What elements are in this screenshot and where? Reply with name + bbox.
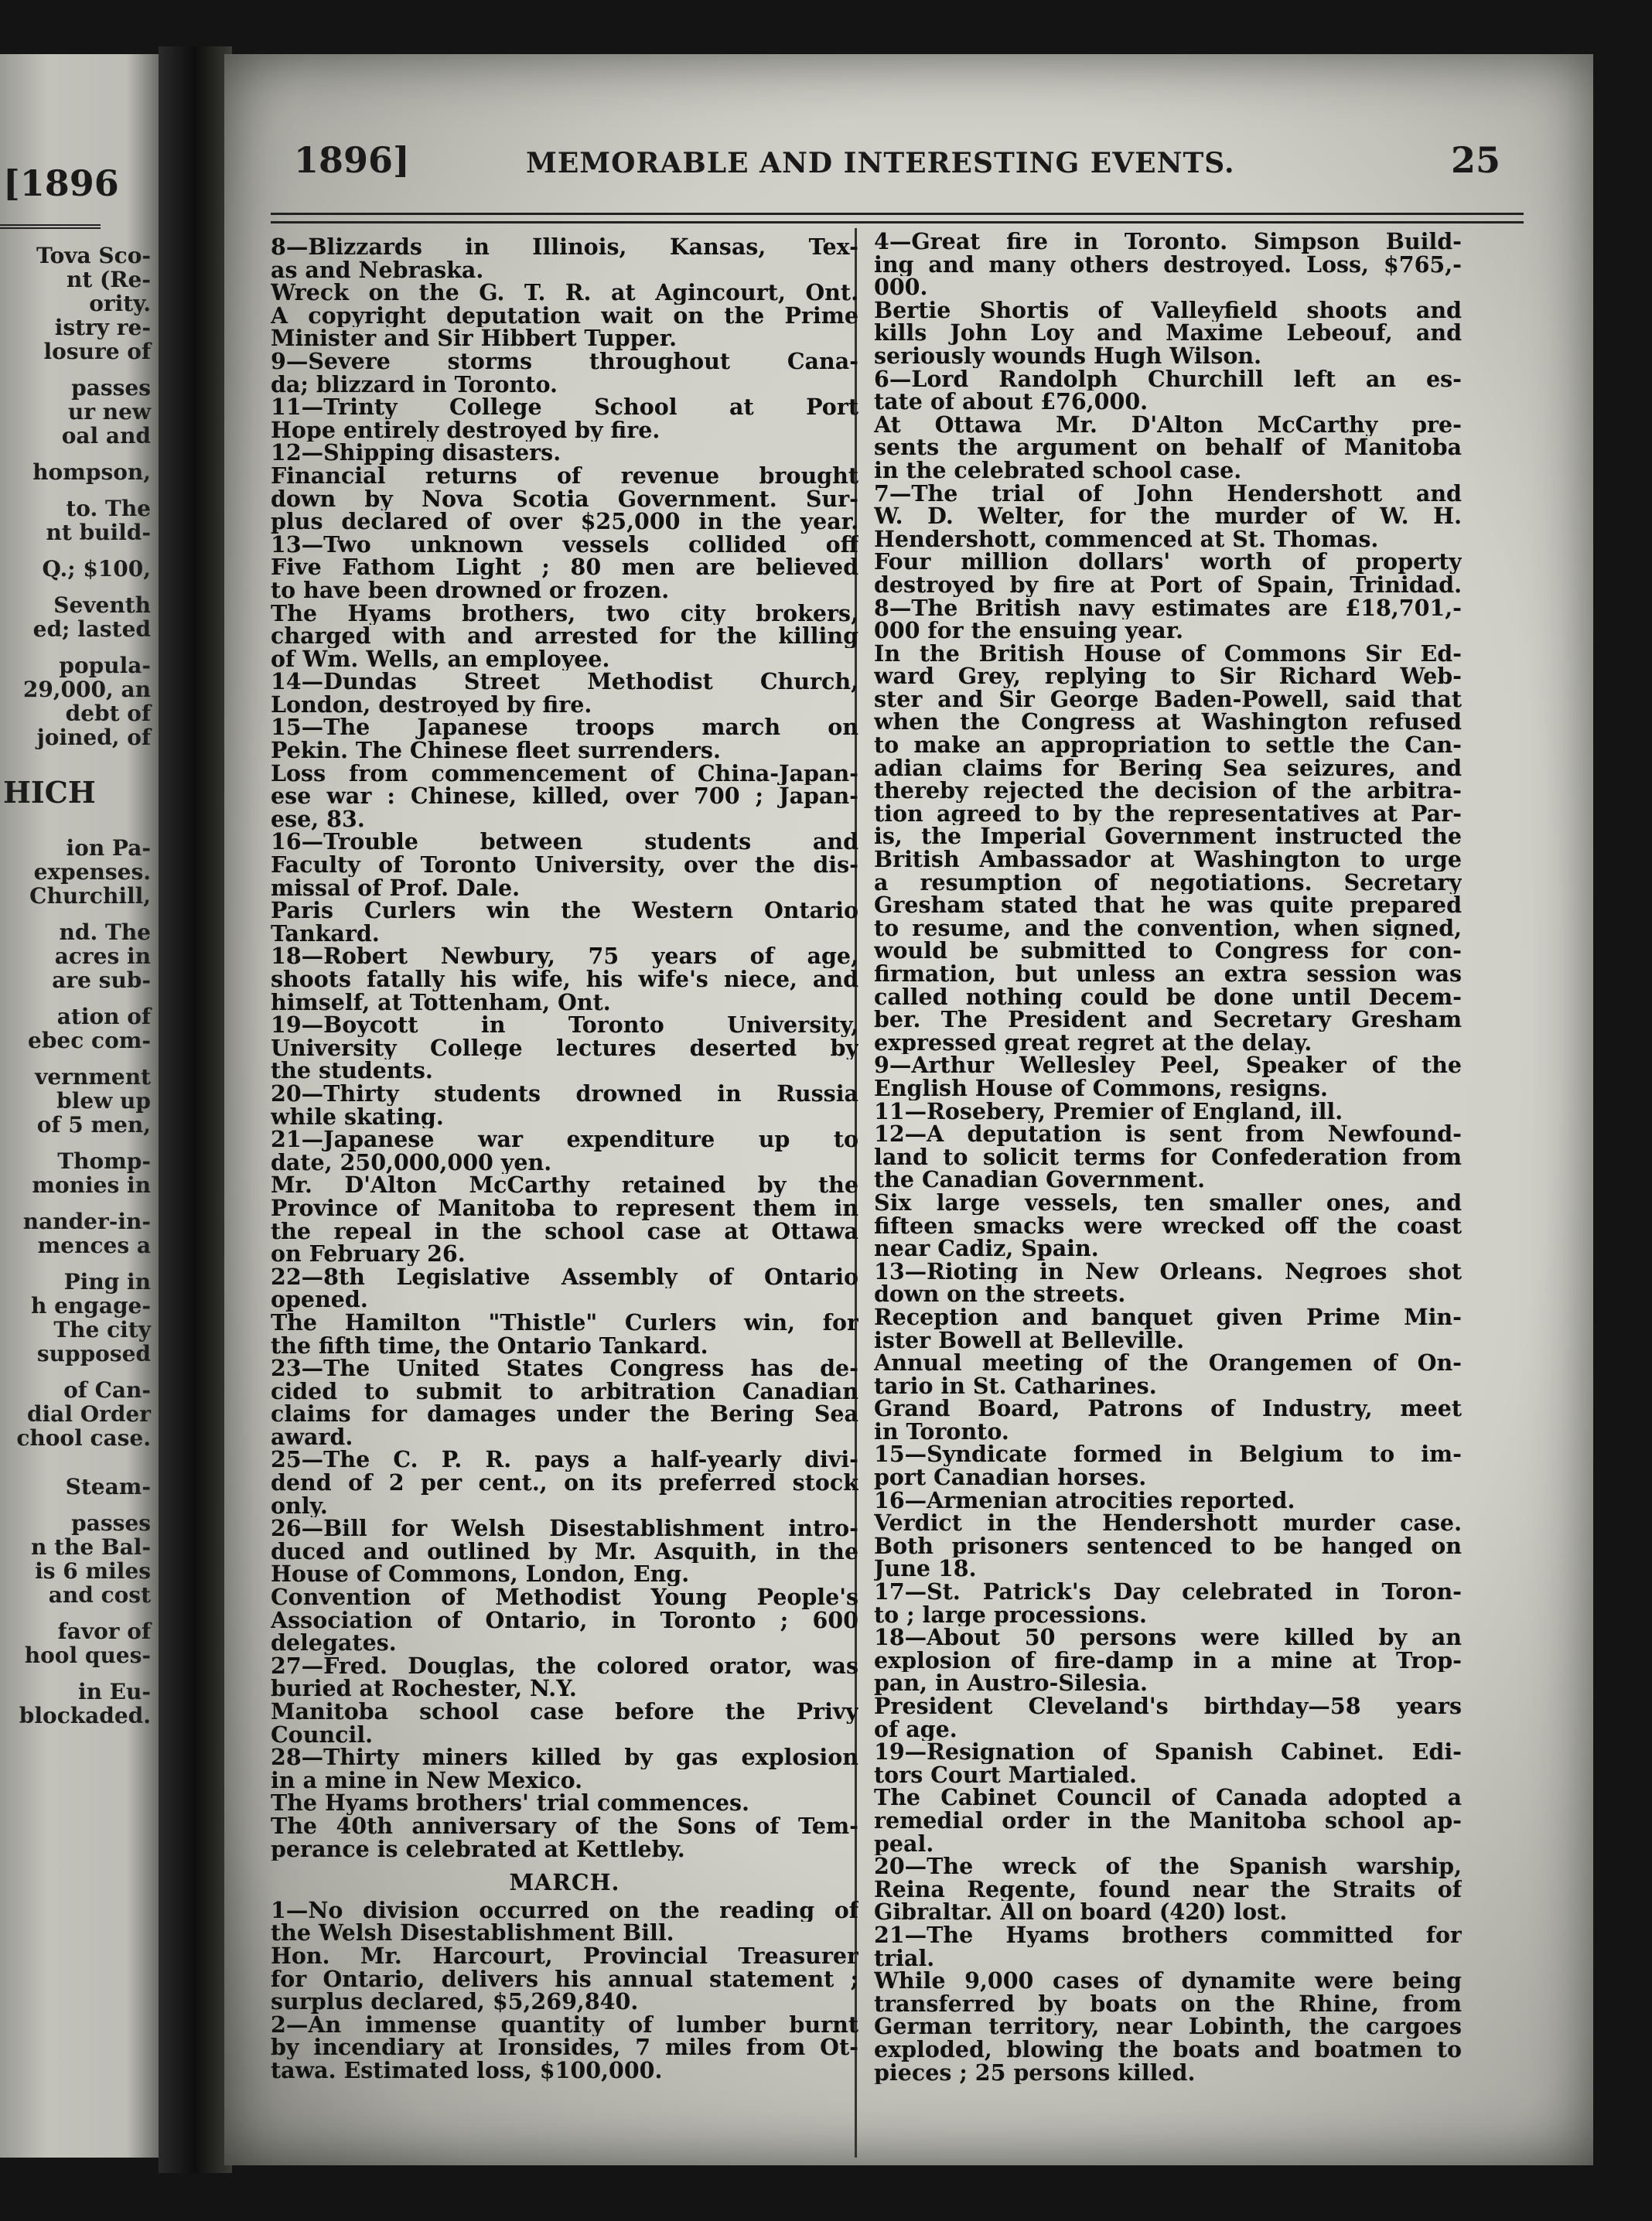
text-line: to ; large processions. xyxy=(874,1603,1147,1627)
previous-page-gap xyxy=(0,762,159,774)
previous-page-gap xyxy=(0,581,159,593)
text-line: Paris Curlers win the Western Ontario xyxy=(271,899,858,923)
text-line: kills John Loy and Maxime Lebeouf, and xyxy=(874,322,1462,345)
previous-page-line: favor of xyxy=(57,1619,151,1643)
text-line: ister Bowell at Belleville. xyxy=(874,1329,1185,1353)
text-line: June 18. xyxy=(874,1557,977,1581)
text-line: Convention of Methodist Young People's xyxy=(271,1586,858,1609)
text-line: ward Grey, replying to Sir Richard Web- xyxy=(874,665,1462,688)
previous-page-text xyxy=(0,244,159,1728)
previous-page-line: are sub- xyxy=(52,968,151,992)
text-line: missal of Prof. Dale. xyxy=(271,876,521,900)
previous-page-line: nd. The xyxy=(59,920,151,944)
text-line: in the celebrated school case. xyxy=(874,459,1242,483)
text-line: fifteen smacks were wrecked off the coast xyxy=(874,1214,1462,1238)
text-line: A copyright deputation wait on the Prime xyxy=(271,304,858,328)
text-line: Pekin. The Chinese fleet surrenders. xyxy=(271,739,721,763)
previous-page-line: hool ques- xyxy=(24,1643,151,1667)
text-line: land to solicit terms for Confederation from xyxy=(874,1145,1462,1169)
text-line: English House of Commons, resigns. xyxy=(874,1076,1328,1100)
previous-page-line: Q.; $100, xyxy=(42,557,151,581)
text-line: 19—Resignation of Spanish Cabinet. Edi- xyxy=(874,1741,1462,1764)
previous-page-line: and cost xyxy=(48,1583,151,1607)
text-line: dend of 2 per cent., on its preferred stock xyxy=(271,1472,858,1495)
running-head xyxy=(294,139,1500,193)
text-line: Financial returns of revenue brought xyxy=(271,464,858,488)
text-line: House of Commons, London, Eng. xyxy=(271,1563,690,1587)
text-line: London, destroyed by fire. xyxy=(271,693,592,717)
text-line: Annual meeting of the Orangemen of On- xyxy=(874,1352,1462,1375)
text-line: Loss from commencement of China-Japan- xyxy=(271,762,858,786)
previous-page-line: Churchill, xyxy=(29,884,151,908)
text-line: the fifth time, the Ontario Tankard. xyxy=(271,1334,708,1358)
previous-page-line: losure of xyxy=(43,339,151,363)
text-line: seriously wounds Hugh Wilson. xyxy=(874,344,1262,368)
text-line: Five Fathom Light ; 80 men are believed xyxy=(271,556,858,579)
month-heading: MARCH. xyxy=(509,1869,620,1896)
text-line: Council. xyxy=(271,1723,374,1747)
previous-page-line: monies in xyxy=(32,1173,151,1197)
text-line: perance is celebrated at Kettleby. xyxy=(271,1837,685,1861)
previous-page-line: vernment xyxy=(35,1065,151,1089)
previous-page-line: nt build- xyxy=(46,520,151,544)
previous-page-line: ebec com- xyxy=(28,1029,151,1053)
previous-page-line: mences a xyxy=(37,1233,151,1257)
text-line: 28—Thirty miners killed by gas explosion xyxy=(271,1746,858,1769)
text-line: by incendiary at Ironsides, 7 miles from Ot- xyxy=(271,2036,858,2059)
text-line: Bertie Shortis of Valleyfield shoots and xyxy=(874,299,1462,322)
text-line: Hon. Mr. Harcourt, Provincial Treasurer xyxy=(271,1944,858,1968)
text-line: date, 250,000,000 yen. xyxy=(271,1151,552,1175)
text-line: tion agreed to by the representatives at Par- xyxy=(874,802,1462,826)
previous-page-line: in Eu- xyxy=(77,1680,151,1704)
previous-page-line: Tova Sco- xyxy=(36,244,151,268)
text-line: of Wm. Wells, an employee. xyxy=(271,647,610,671)
text-line: adian claims for Bering Sea seizures, and xyxy=(874,756,1462,780)
previous-page-line: dial Order xyxy=(26,1402,151,1426)
text-line: 11—Rosebery, Premier of England, ill. xyxy=(874,1100,1343,1124)
previous-page-gap xyxy=(0,811,159,824)
text-line: of age. xyxy=(874,1718,957,1742)
text-line: tawa. Estimated loss, $100,000. xyxy=(271,2059,663,2083)
text-line: surplus declared, $5,269,840. xyxy=(271,1991,639,2014)
previous-page-line: joined, of xyxy=(36,725,151,749)
book-page xyxy=(224,54,1593,2165)
text-line: 6—Lord Randolph Churchill left an es- xyxy=(874,367,1462,391)
text-line: ing and many others destroyed. Loss, $765,- xyxy=(874,253,1462,277)
text-line: 12—A deputation is sent from Newfound- xyxy=(874,1123,1462,1146)
text-line: 8—The British navy estimates are £18,701,- xyxy=(874,596,1462,620)
previous-page-line: is 6 miles xyxy=(35,1559,151,1583)
text-line: award. xyxy=(271,1425,353,1449)
text-line: W. D. Welter, for the murder of W. H. xyxy=(874,505,1462,528)
text-line: 21—Japanese war expenditure up to xyxy=(271,1128,858,1151)
previous-page-line: n the Bal- xyxy=(30,1535,151,1559)
text-line: when the Congress at Washington refused xyxy=(874,711,1462,735)
previous-page-line: of 5 men, xyxy=(36,1113,151,1137)
previous-page-line: The city xyxy=(53,1318,151,1342)
previous-page-gap xyxy=(0,484,159,496)
previous-page-line: blockaded. xyxy=(19,1704,151,1728)
text-line: 23—The United States Congress has de- xyxy=(271,1357,858,1380)
text-line: for Ontario, delivers his annual statement ; xyxy=(271,1967,858,1991)
text-line: 19—Boycott in Toronto University, xyxy=(271,1014,858,1037)
running-head-title: MEMORABLE AND INTERESTING EVENTS. xyxy=(526,147,1235,179)
text-line: the repeal in the school case at Ottawa xyxy=(271,1220,858,1244)
text-line: 21—The Hyams brothers committed for xyxy=(874,1923,1462,1947)
text-line: Hendershott, commenced at St. Thomas. xyxy=(874,527,1379,551)
text-line: ster and Sir George Baden-Powell, said that xyxy=(874,687,1462,711)
text-line: da; blizzard in Toronto. xyxy=(271,373,558,397)
previous-page-line: ion Pa- xyxy=(66,836,151,860)
text-line: The Hamilton "Thistle" Curlers win, for xyxy=(271,1311,858,1335)
previous-page-line: chool case. xyxy=(16,1426,151,1450)
running-head-year: 1896] xyxy=(294,139,410,181)
text-line: The 40th anniversary of the Sons of Tem- xyxy=(271,1814,858,1838)
previous-page-line: blew up xyxy=(56,1089,151,1113)
text-line: destroyed by fire at Port of Spain, Trinidad. xyxy=(874,573,1462,597)
text-line: tors Court Martialed. xyxy=(874,1763,1137,1787)
text-line: Faculty of Toronto University, over the dis- xyxy=(271,854,858,877)
text-line: 20—Thirty students drowned in Russia xyxy=(271,1082,858,1106)
text-line: firmation, but unless an extra session was xyxy=(874,963,1462,986)
page-number: 25 xyxy=(1450,139,1500,181)
text-line: 18—About 50 persons were killed by an xyxy=(874,1626,1462,1650)
previous-page-line: ority. xyxy=(89,292,151,316)
previous-page-line: passes xyxy=(71,1511,151,1535)
text-line: to have been drowned or frozen. xyxy=(271,578,670,602)
text-line: 16—Armenian atrocities reported. xyxy=(874,1489,1295,1513)
previous-page-gap xyxy=(0,448,159,460)
previous-page-year-header: [1896 xyxy=(3,162,119,204)
text-line: University College lectures deserted by xyxy=(271,1036,858,1060)
text-line: Wreck on the G. T. R. at Agincourt, Ont. xyxy=(271,281,858,305)
text-line: himself, at Tottenham, Ont. xyxy=(271,991,611,1015)
text-line: 2—An immense quantity of lumber burnt xyxy=(271,2013,858,2037)
previous-page-gap xyxy=(0,544,159,557)
text-line: 4—Great fire in Toronto. Simpson Build- xyxy=(874,230,1462,254)
text-line: while skating. xyxy=(271,1105,444,1129)
text-line: tate of about £76,000. xyxy=(874,391,1149,414)
text-line: Six large vessels, ten smaller ones, and xyxy=(874,1191,1462,1215)
page-edge-shadow xyxy=(1593,46,1652,2221)
text-line: delegates. xyxy=(271,1632,397,1655)
text-line: cided to submit to arbitration Canadian xyxy=(271,1380,858,1404)
text-line: tario in St. Catharines. xyxy=(874,1374,1157,1398)
text-line: At Ottawa Mr. D'Alton McCarthy pre- xyxy=(874,413,1462,437)
text-line: 15—Syndicate formed in Belgium to im- xyxy=(874,1443,1462,1467)
previous-page-gap xyxy=(0,824,159,836)
previous-page-line: ation of xyxy=(56,1005,151,1029)
text-line: Grand Board, Patrons of Industry, meet xyxy=(874,1397,1462,1421)
text-line: 11—Trinty College School at Port xyxy=(271,396,858,419)
text-line: duced and outlined by Mr. Asquith, in the xyxy=(271,1540,858,1564)
text-line: 26—Bill for Welsh Disestablishment intro- xyxy=(271,1517,858,1540)
text-line: the Welsh Disestablishment Bill. xyxy=(271,1922,674,1945)
text-line: is, the Imperial Government instructed the xyxy=(874,825,1462,849)
text-line: charged with and arrested for the killing xyxy=(271,625,858,648)
text-line: 9—Arthur Wellesley Peel, Speaker of the xyxy=(874,1054,1462,1077)
previous-page-gap xyxy=(0,1366,159,1378)
text-line: 000 for the ensuing year. xyxy=(874,619,1184,643)
text-line: The Cabinet Council of Canada adopted a xyxy=(874,1786,1462,1810)
right-text-column xyxy=(874,230,1462,2084)
text-line: to make an appropriation to settle the Can- xyxy=(874,734,1462,757)
text-line: the Canadian Government. xyxy=(874,1168,1206,1192)
text-line: Gresham stated that he was quite prepared xyxy=(874,894,1462,917)
text-line: 17—St. Patrick's Day celebrated in Toron- xyxy=(874,1581,1462,1604)
previous-page-gap xyxy=(0,1607,159,1619)
text-line: sents the argument on behalf of Manitoba xyxy=(874,436,1462,459)
text-line: 8—Blizzards in Illinois, Kansas, Tex- xyxy=(271,236,858,259)
previous-page-line: hompson, xyxy=(32,460,151,484)
text-line: Mr. D'Alton McCarthy retained by the xyxy=(271,1174,858,1197)
text-line: a resumption of negotiations. Secretary xyxy=(874,871,1462,895)
text-line: in a mine in New Mexico. xyxy=(271,1769,583,1793)
previous-page-line: ur new xyxy=(67,400,151,424)
text-line: 15—The Japanese troops march on xyxy=(271,716,858,740)
previous-page-gap xyxy=(0,1499,159,1511)
previous-page-gap xyxy=(0,908,159,920)
text-line: transferred by boats on the Rhine, from xyxy=(874,1992,1462,2016)
text-line: German territory, near Lobinth, the cargoes xyxy=(874,2015,1462,2038)
text-line: Reception and banquet given Prime Min- xyxy=(874,1305,1462,1329)
text-line: In the British House of Commons Sir Ed- xyxy=(874,642,1462,666)
previous-page-gap xyxy=(0,1667,159,1680)
text-line: Association of Ontario, in Toronto ; 600 xyxy=(271,1609,858,1632)
previous-page-line: HICH xyxy=(3,775,96,810)
previous-page-line: istry re- xyxy=(54,316,151,339)
text-line: 14—Dundas Street Methodist Church, xyxy=(271,670,858,694)
text-line: to resume, and the convention, when signed, xyxy=(874,916,1462,940)
previous-page-line: 29,000, an xyxy=(22,677,151,701)
text-line: The Hyams brothers, two city brokers, xyxy=(271,602,858,626)
text-line: 9—Severe storms throughout Cana- xyxy=(271,350,858,374)
text-line: ese, 83. xyxy=(271,807,365,831)
text-line: 7—The trial of John Hendershott and xyxy=(874,482,1462,506)
previous-page-line: popula- xyxy=(59,653,151,677)
text-line: ber. The President and Secretary Gresham xyxy=(874,1008,1462,1032)
text-line: peal. xyxy=(874,1832,934,1856)
previous-page-rule xyxy=(0,224,101,229)
previous-page-line: expenses. xyxy=(33,860,151,884)
text-line: port Canadian horses. xyxy=(874,1466,1147,1489)
previous-page-line: ed; lasted xyxy=(32,617,151,641)
text-line: down by Nova Scotia Government. Sur- xyxy=(271,487,858,511)
text-line: exploded, blowing the boats and boatmen to xyxy=(874,2038,1462,2062)
text-line: The Hyams brothers' trial commences. xyxy=(271,1792,749,1815)
text-line: Both prisoners sentenced to be hanged on xyxy=(874,1534,1462,1558)
text-line: shoots fatally his wife, his wife's niece, and xyxy=(271,968,858,991)
previous-page-line: debt of xyxy=(65,701,151,725)
text-line: While 9,000 cases of dynamite were being xyxy=(874,1970,1462,1993)
text-line: the students. xyxy=(271,1059,433,1083)
previous-page-line: to. The xyxy=(66,496,151,520)
text-line: 1—No division occurred on the reading of xyxy=(271,1899,858,1922)
text-line: 20—The wreck of the Spanish warship, xyxy=(874,1855,1462,1878)
previous-page-line: nander-in- xyxy=(22,1209,151,1233)
text-line: claims for damages under the Bering Sea xyxy=(271,1403,858,1426)
text-line: 12—Shipping disasters. xyxy=(271,442,561,465)
previous-page-gap xyxy=(0,1197,159,1209)
previous-page-line: Ping in xyxy=(63,1270,151,1294)
previous-page-gap xyxy=(0,1462,159,1475)
left-text-column xyxy=(271,236,858,2083)
text-line: plus declared of over $25,000 in the year. xyxy=(271,510,858,534)
text-line: explosion of fire-damp in a mine at Trop- xyxy=(874,1649,1462,1673)
text-line: down on the streets. xyxy=(874,1283,1126,1306)
text-line: on February 26. xyxy=(271,1243,466,1266)
text-line: ese war : Chinese, killed, over 700 ; Japan- xyxy=(271,785,858,808)
text-line: 000. xyxy=(874,276,928,299)
text-line: Manitoba school case before the Privy xyxy=(271,1701,858,1724)
previous-page-line: oal and xyxy=(61,424,151,448)
text-line: remedial order in the Manitoba school ap- xyxy=(874,1809,1462,1833)
previous-page-fragment xyxy=(0,54,159,2158)
previous-page-line: Steam- xyxy=(65,1475,151,1499)
text-line: 27—Fred. Douglas, the colored orator, was xyxy=(271,1654,858,1678)
previous-page-line: acres in xyxy=(54,944,151,968)
text-line: expressed great regret at the delay. xyxy=(874,1031,1312,1055)
text-line: buried at Rochester, N.Y. xyxy=(271,1677,577,1701)
text-line: thereby rejected the decision of the arbitra- xyxy=(874,780,1462,803)
text-line: Reina Regente, found near the Straits of xyxy=(874,1878,1462,1902)
text-line: 22—8th Legislative Assembly of Ontario xyxy=(271,1265,858,1289)
text-line: trial. xyxy=(874,1946,935,1970)
previous-page-gap xyxy=(0,1137,159,1149)
previous-page-line: h engage- xyxy=(30,1294,151,1318)
book-gutter xyxy=(159,46,232,2173)
previous-page-gap xyxy=(0,1053,159,1065)
text-line: opened. xyxy=(271,1288,368,1312)
text-line: 13—Two unknown vessels collided off xyxy=(271,533,858,557)
text-line: 25—The C. P. R. pays a half-yearly divi- xyxy=(271,1448,858,1472)
previous-page-gap xyxy=(0,992,159,1005)
text-line: British Ambassador at Washington to urge xyxy=(874,848,1462,872)
text-line: Gibraltar. All on board (420) lost. xyxy=(874,1901,1288,1924)
previous-page-line: Seventh xyxy=(53,593,151,617)
text-line: called nothing could be done until Decem- xyxy=(874,985,1462,1009)
text-line: Four million dollars' worth of property xyxy=(874,551,1462,574)
previous-page-line: of Can- xyxy=(63,1378,151,1402)
text-line: 13—Rioting in New Orleans. Negroes shot xyxy=(874,1260,1462,1284)
text-line: as and Nebraska. xyxy=(271,258,484,282)
text-line: pieces ; 25 persons killed. xyxy=(874,2061,1196,2085)
previous-page-gap xyxy=(0,363,159,376)
text-line: pan, in Austro-Silesia. xyxy=(874,1672,1148,1695)
text-line: only. xyxy=(271,1494,328,1518)
previous-page-line: passes xyxy=(71,376,151,400)
previous-page-line: nt (Re- xyxy=(67,268,151,292)
text-line: Minister and Sir Hibbert Tupper. xyxy=(271,327,678,350)
text-line: Hope entirely destroyed by fire. xyxy=(271,418,660,442)
previous-page-gap xyxy=(0,1450,159,1462)
text-line: Province of Manitoba to represent them in xyxy=(271,1196,858,1220)
text-line: 16—Trouble between students and xyxy=(271,831,858,855)
text-line: Tankard. xyxy=(271,922,380,946)
previous-page-gap xyxy=(0,749,159,762)
previous-page-gap xyxy=(0,641,159,653)
previous-page-line: Thomp- xyxy=(57,1149,151,1173)
text-line: Verdict in the Hendershott murder case. xyxy=(874,1512,1462,1535)
text-line: President Cleveland's birthday—58 years xyxy=(874,1695,1462,1718)
header-double-rule xyxy=(271,213,1524,223)
text-line: in Toronto. xyxy=(874,1420,1009,1444)
previous-page-gap xyxy=(0,1257,159,1270)
text-line: 18—Robert Newbury, 75 years of age, xyxy=(271,945,858,968)
previous-page-line: supposed xyxy=(36,1342,151,1366)
text-line: near Cadiz, Spain. xyxy=(874,1237,1099,1261)
text-line: would be submitted to Congress for con- xyxy=(874,940,1462,963)
